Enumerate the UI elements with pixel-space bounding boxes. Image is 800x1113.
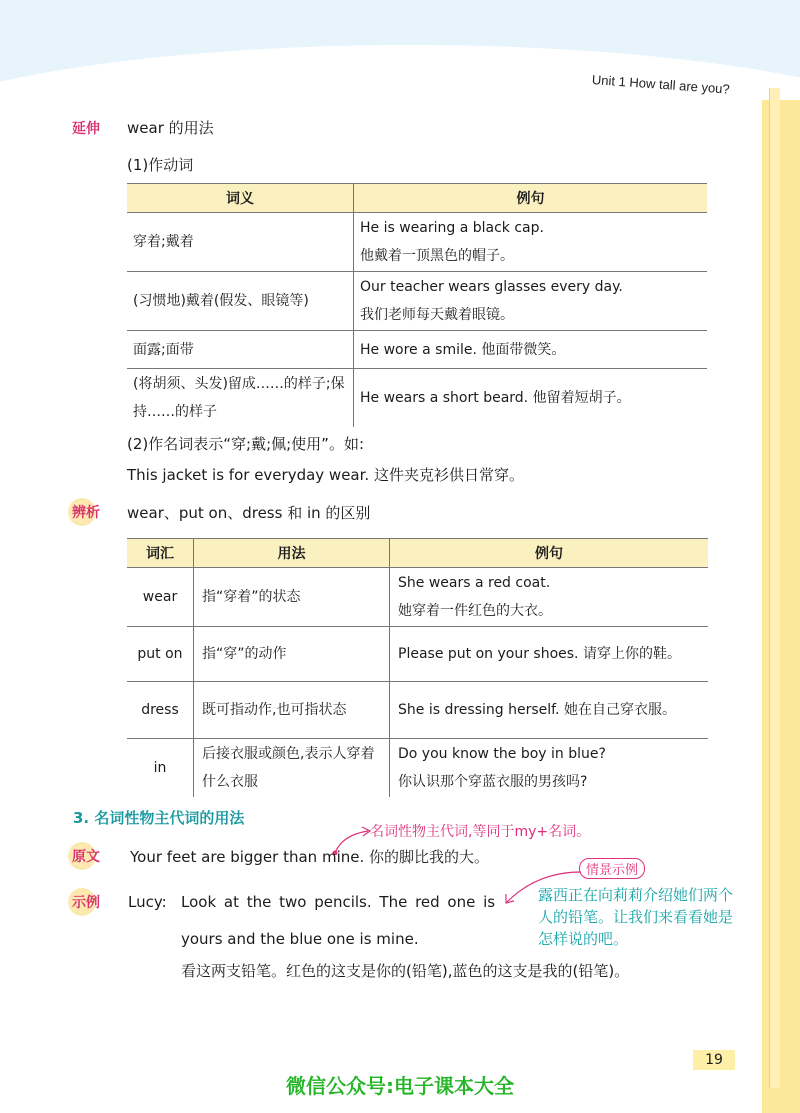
- row-example: [354, 272, 708, 331]
- header-word: 词汇: [127, 539, 194, 568]
- row-word: in: [127, 739, 194, 798]
- table-row: [127, 213, 707, 272]
- example-speaker: Lucy:: [128, 893, 167, 911]
- row-word: wear: [127, 568, 194, 627]
- row-usage: 既可指动作,也可指状态: [194, 682, 390, 739]
- table-row: [127, 682, 708, 739]
- original-text: Your feet are bigger than mine. 你的脚比我的大。: [130, 848, 490, 866]
- example-line-1: Look at the two pencils. The red one is: [181, 893, 496, 911]
- table-row: [127, 331, 707, 369]
- row-meaning: 穿着;戴着: [127, 213, 354, 272]
- analysis-tag: 辨析: [72, 502, 100, 522]
- verb-heading: (1)作动词: [127, 156, 194, 174]
- extension-title: wear 的用法: [127, 119, 214, 137]
- analysis-title: wear、put on、dress 和 in 的区别: [127, 504, 371, 522]
- example-zh: 你认识那个穿蓝衣服的男孩吗?: [398, 774, 588, 790]
- row-example: [390, 739, 709, 798]
- example-zh: 我们老师每天戴着眼镜。: [360, 307, 514, 323]
- example-en: Our teacher wears glasses every day.: [360, 279, 623, 295]
- verb-table: [127, 183, 707, 427]
- footer-watermark: 微信公众号:电子课本大全: [286, 1074, 514, 1098]
- original-tag: 原文: [72, 846, 100, 866]
- example-en: He is wearing a black cap.: [360, 220, 544, 236]
- comparison-table: [127, 538, 708, 797]
- row-example: He wore a smile. 他面带微笑。: [354, 331, 708, 369]
- row-word: dress: [127, 682, 194, 739]
- example-translation: 看这两支铅笔。红色的这支是你的(铅笔),蓝色的这支是我的(铅笔)。: [181, 962, 630, 980]
- row-example: Please put on your shoes. 请穿上你的鞋。: [390, 627, 709, 682]
- table-row: [127, 369, 707, 428]
- header-example: 例句: [390, 539, 709, 568]
- page-number: 19: [693, 1050, 735, 1070]
- example-tag: 示例: [72, 892, 100, 912]
- row-example: [354, 213, 708, 272]
- example-en: Do you know the boy in blue?: [398, 746, 606, 762]
- table-row: [127, 739, 708, 798]
- row-usage: 指“穿”的动作: [194, 627, 390, 682]
- pronoun-note: 名词性物主代词,等同于my+名词。: [370, 824, 591, 840]
- page-edge: [762, 100, 800, 1113]
- row-usage: 后接衣服或颜色,表示人穿着什么衣服: [194, 739, 390, 798]
- row-meaning: (将胡须、头发)留成……的样子;保持……的样子: [127, 369, 354, 428]
- unit-title: Unit 1 How tall are you?: [591, 72, 731, 97]
- extension-tag: 延伸: [72, 118, 100, 138]
- section3-title: 3. 名词性物主代词的用法: [73, 809, 245, 827]
- table-row: [127, 272, 707, 331]
- header-usage: 用法: [194, 539, 390, 568]
- example-zh: 她穿着一件红色的大衣。: [398, 603, 552, 619]
- row-meaning: (习惯地)戴着(假发、眼镜等): [127, 272, 354, 331]
- table-header-row: [127, 184, 707, 213]
- header-meaning: 词义: [127, 184, 354, 213]
- scene-badge: 情景示例: [579, 858, 645, 879]
- noun-heading: (2)作名词表示“穿;戴;佩;使用”。如:: [127, 435, 365, 453]
- row-example: He wears a short beard. 他留着短胡子。: [360, 390, 631, 406]
- example-line-2: yours and the blue one is mine.: [181, 930, 419, 948]
- header-example: 例句: [354, 184, 708, 213]
- row-usage: 指“穿着”的状态: [194, 568, 390, 627]
- table-row: [127, 627, 708, 682]
- row-meaning: 面露;面带: [127, 331, 354, 369]
- row-word: put on: [127, 627, 194, 682]
- row-example: She is dressing herself. 她在自己穿衣服。: [390, 682, 709, 739]
- example-zh: 他戴着一顶黑色的帽子。: [360, 248, 514, 264]
- example-en: She wears a red coat.: [398, 575, 551, 591]
- scene-text: 露西正在向莉莉介绍她们两个人的铅笔。让我们来看看她是怎样说的吧。: [538, 886, 734, 948]
- noun-example: This jacket is for everyday wear. 这件夹克衫供日常穿。: [127, 466, 524, 484]
- row-example: [390, 568, 709, 627]
- table-header-row: [127, 539, 708, 568]
- table-row: [127, 568, 708, 627]
- page-edge-inner: [769, 88, 780, 1088]
